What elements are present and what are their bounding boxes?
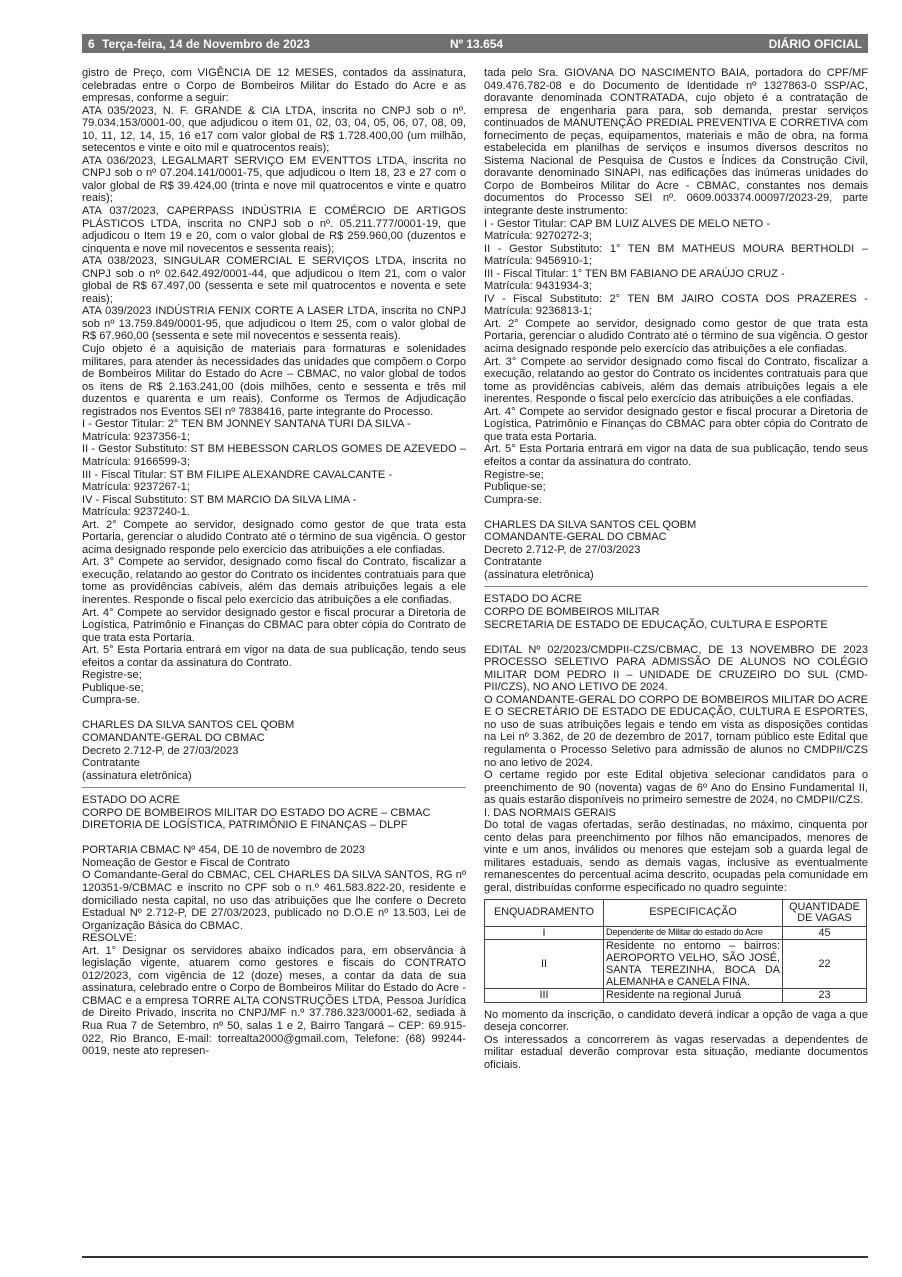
table-row xyxy=(485,926,867,940)
issue-date: Terça-feira, 14 de Novembro de 2023 xyxy=(102,37,310,51)
signature-note: (assinatura eletrônica) xyxy=(82,769,192,782)
signature-name: CHARLES DA SILVA SANTOS CEL QOBM xyxy=(82,719,295,732)
section-heading: ESTADO DO ACRE xyxy=(484,593,582,606)
article: Art. 4° Compete ao servidor designado gestor e fiscal procurar a Diretoria de Logística, Patrimônio e Finanças do CBMAC para obter cópia do Contrato de que trata esta Portaria. xyxy=(484,405,868,443)
article: Art. 4° Compete ao servidor designado gestor e fiscal procurar a Diretoria de Logística, Patrimônio e Finanças do CBMAC para obter cópia do Contrato de que trata esta Portaria. xyxy=(82,606,466,644)
table-header: QUANTIDADE DE VAGAS xyxy=(783,899,867,926)
page-number: 6 xyxy=(88,37,95,51)
article: Art. 2° Compete ao servidor, designado como gestor de que trata esta Portaria, gerenciar o aludido Contrato até o término de sua vigência. O gestor acima designado responde pelo exercício das atribuições a ele confiadas. xyxy=(82,518,466,556)
right-column xyxy=(484,67,868,1071)
table-cell: 45 xyxy=(783,926,867,940)
designation-line: I - Gestor Titular: 2° TEN BM JONNEY SANTANA TURI DA SILVA - xyxy=(82,418,411,431)
article: Art. 3° Compete ao servidor, designado como fiscal do Contrato, fiscalizar a execução, relatando ao gestor do Contrato os incidentes contratuais para que tome as providências cabíveis, além das demais atribuições legais a ele inerentes. Responde o fiscal pelo exercício das atribuições a ele confiadas. xyxy=(82,556,466,606)
section-divider xyxy=(484,586,868,587)
section-heading: CORPO DE BOMBEIROS MILITAR xyxy=(484,605,660,618)
designation-line: IV - Fiscal Substituto: ST BM MARCIO DA SILVA LIMA - xyxy=(82,493,357,506)
page-header-bar xyxy=(82,34,868,53)
closing-line: Publique-se; xyxy=(82,681,144,694)
closing-line: Registre-se; xyxy=(82,669,142,682)
table-row xyxy=(485,989,867,1003)
signature-note: (assinatura eletrônica) xyxy=(484,568,594,581)
table-cell: III xyxy=(485,989,604,1003)
designation-line: Matrícula: 9270272-3; xyxy=(484,230,592,243)
signature-role: COMANDANTE-GERAL DO CBMAC xyxy=(484,531,667,544)
article: Art. 3° Compete ao servidor designado como fiscal do Contrato, fiscalizar a execução, relatando ao gestor do Contrato os incidentes contratuais para que tome as providências cabíveis, além das demais atribuições legais a ele inerentes. Responde o fiscal pelo exercício das atribuições a ele confiadas. xyxy=(484,355,868,406)
signature-role: COMANDANTE-GERAL DO CBMAC xyxy=(82,731,265,744)
paragraph: tada pelo Sra. GIOVANA DO NASCIMENTO BAIA, portadora do CPF/MF 049.476.782-08 e do Documento de Identidade nº 1327863-0 SSP/AC, doravante denominada CONTRATADA, cujo objeto é a contratação de empresa de engenharia para para, sob demanda, prestar serviços continuados de MANUTENÇÃO PREDIAL PREVENTIVA E CORRETIVA com fornecimento de peças, equipamentos, materiais e mão de obra, na forma estabelecida em planilhas de serviços e insumos diversos descritos no Sistema Nacional de Pesquisa de Custos e Índices da Construção Civil, doravante denominado SINAPI, nas edificações das inúmeras unidades do Corpo de Bombeiros Militar do Acre - CBMAC, constantes nos demais documentos do Processo SEI nº. 0609.003374.00097/2023-29, parte integrante deste instrumento: xyxy=(484,67,868,218)
section-heading: I. DAS NORMAIS GERAIS xyxy=(484,806,616,819)
closing-line: Publique-se; xyxy=(484,481,546,494)
ordinance-subject: Nomeação de Gestor e Fiscal de Contrato xyxy=(82,856,290,869)
paragraph: ATA 039/2023 INDÚSTRIA FENIX CORTE A LASER LTDA, inscrita no CNPJ sob nº 13.759.849/0001-95, que adjudicou o Item 25, com o valor global de R$ 67.960,00 (sessenta e sete mil novecentos e sessenta reais). xyxy=(82,305,466,343)
left-column xyxy=(82,67,466,1058)
paragraph: ATA 035/2023, N. F. GRANDE & CIA LTDA, inscrita no CNPJ sob o nº. 79.034.153/0001-00, que adjudicou o item 01, 02, 03, 04, 05, 06, 07, 08, 09, 10, 11, 12, 14, 15, 16 e17 com valor global de R$ 1.728.400,00 (um milhão, setecentos e vinte e oito mil e quatrocentos reais); xyxy=(82,104,466,155)
signature-decree: Decreto 2.712-P, de 27/03/2023 xyxy=(484,543,641,556)
signature-decree: Decreto 2.712-P, de 27/03/2023 xyxy=(82,744,239,757)
designation-line: Matrícula: 9237267-1; xyxy=(82,481,190,494)
paragraph: ATA 036/2023, LEGALMART SERVIÇO EM EVENTTOS LTDA, inscrita no CNPJ sob o nº 07.204.141/0001-75, que adjudicou o Item 18, 23 e 27 com o valor global de R$ 39.424,00 (trinta e nove mil quatrocentos e vinte e quatro reais); xyxy=(82,154,466,205)
article: Art. 5° Esta Portaria entrará em vigor na data de sua publicação, tendo seus efeitos a contar da assinatura do Contrato. xyxy=(82,644,466,669)
designation-line: Matrícula: 9237240-1. xyxy=(82,506,190,519)
paragraph: Cujo objeto é a aquisição de materiais para formaturas e solenidades militares, para atender às necessidades das unidades que compõem o Corpo de Bombeiros Militar do Estado do Acre – CBMAC, no valor global de todos os itens de R$ 2.163.241,00 (dois milhões, cento e sessenta e três mil duzentos e quarenta e um reais). Conforme os Termos de Adjudicação registrados nos Eventos SEI nº 7838416, parte integrante do Processo. xyxy=(82,343,466,418)
designation-line: Matrícula: 9237356-1; xyxy=(82,430,190,443)
table-header-row xyxy=(485,899,867,926)
footer-rule xyxy=(82,1256,868,1258)
table-cell: Residente no entorno – bairros: AEROPORTO VELHO, SÃO JOSÉ, SANTA TEREZINHA, BOCA DA ALEMANHA e CANELA FINA. xyxy=(604,940,783,989)
edital-title: EDITAL Nº 02/2023/CMDPII-CZS/CBMAC, DE 13 NOVEMBRO DE 2023 PROCESSO SELETIVO PARA ADMISSÃO DE ALUNOS NO COLÉGIO MILITAR DOM PEDRO II – UNIDADE DE CRUZEIRO DO SUL (CMD-PII/CZS), NO ANO LETIVO DE 2024. xyxy=(484,643,868,694)
publication-name: DIÁRIO OFICIAL xyxy=(768,37,862,51)
table-header: ESPECIFICAÇÃO xyxy=(604,899,783,926)
paragraph: O certame regido por este Edital objetiva selecionar candidatos para o preenchimento de 90 (noventa) vagas de 6º Ano do Ensino Fundamental II, as quais estarão disponíveis no primeiro semestre de 2024, no CMDPII/CZS. xyxy=(484,769,868,807)
signature-name: CHARLES DA SILVA SANTOS CEL QOBM xyxy=(484,518,697,531)
vacancy-table xyxy=(484,899,867,1003)
paragraph: O Comandante-Geral do CBMAC, CEL CHARLES DA SILVA SANTOS, RG nº 120351-9/CBMAC e inscrito no CPF sob o n.º 461.583.822-20, residente e domiciliado nesta capital, no uso das atribuições que lhe confere o Decreto Estadual Nº 2.712-P, DE 27/03/2023, publicado no D.O.E nº 13.503, Lei de Organização Básica do CBMAC. xyxy=(82,869,466,932)
table-cell: 23 xyxy=(783,989,867,1003)
table-cell: II xyxy=(485,940,604,989)
table-cell: 22 xyxy=(783,940,867,989)
designation-line: Matrícula: 9431934-3; xyxy=(484,280,592,293)
resolve-label: RESOLVE: xyxy=(82,932,137,945)
section-heading: ESTADO DO ACRE xyxy=(82,794,180,807)
paragraph: gistro de Preço, com VIGÊNCIA DE 12 MESES, contados da assinatura, celebradas entre o Corpo de Bombeiros Militar do Estado do Acre e as empresas, conforme a seguir: xyxy=(82,67,466,105)
signature-party: Contratante xyxy=(82,757,140,770)
article: Art. 1° Designar os servidores abaixo indicados para, em observância à legislação vigente, atuarem como gestores e fiscais do CONTRATO 012/2023, com vigência de 12 (doze) meses, a contar da data de sua assinatura, celebrado entre o Corpo de Bombeiros Militar do Estado do Acre - CBMAC e a empresa TORRE ALTA CONSTRUÇÕES LTDA, Pessoa Jurídica de Direito Privado, inscrita no CNPJ/MF n.º 37.786.323/0001-62, sediada à Rua Rua 7 de Setembro, nº 50, salas 1 e 2, Bairro Tangará – CEP: 69.915-022, Rio Branco, E-mail: torrealta2000@gmail.com, Telefone: (68) 99244-0019, neste ato represen- xyxy=(82,944,466,1058)
closing-line: Cumpra-se. xyxy=(484,493,542,506)
table-header: ENQUADRAMENTO xyxy=(485,899,604,926)
paragraph: ATA 037/2023, CAPERPASS INDÚSTRIA E COMÉRCIO DE ARTIGOS PLÁSTICOS LTDA, inscrita no CNPJ sob o nº. 05.211.777/0001-19, que adjudicou o Item 19 e 20, com o valor global de R$ 259.960,00 (duzentos e cinquenta e nove mil novecentos e sessenta reais); xyxy=(82,205,466,255)
ordinance-title: PORTARIA CBMAC Nº 454, DE 10 de novembro de 2023 xyxy=(82,844,365,857)
section-heading: SECRETARIA DE ESTADO DE EDUCAÇÃO, CULTURA E ESPORTE xyxy=(484,618,828,631)
closing-line: Registre-se; xyxy=(484,468,544,481)
section-divider xyxy=(82,787,466,788)
signature-party: Contratante xyxy=(484,556,542,569)
paragraph: No momento da inscrição, o candidato deverá indicar a opção de vaga a que deseja concorrer. xyxy=(484,1008,868,1034)
article: Art. 5° Esta Portaria entrará em vigor na data de sua publicação, tendo seus efeitos a contar da assinatura do contrato. xyxy=(484,443,868,468)
paragraph: Do total de vagas ofertadas, serão destinadas, no máximo, cinquenta por cento delas para preenchimento por filhos não emancipados, menores de vinte e um anos, inválidos ou menores que estejam sob a guarda legal de militares estaduais, sendo as demais vagas, inclusive as eventualmente remanescentes do percentual acima descrito, ocupadas pela comunidade em geral, distribuídas conforme especificado no quadro seguinte: xyxy=(484,819,868,894)
designation-line: II - Gestor Substituto: 1° TEN BM MATHEUS MOURA BERTHOLDI – Matrícula: 9456910-1; xyxy=(484,242,868,268)
designation-line: III - Fiscal Titular: ST BM FILIPE ALEXANDRE CAVALCANTE - xyxy=(82,468,393,481)
designation-line: III - Fiscal Titular: 1° TEN BM FABIANO DE ARAÚJO CRUZ - xyxy=(484,267,785,280)
table-row xyxy=(485,940,867,989)
issue-number: Nº 13.654 xyxy=(450,37,504,51)
article: Art. 2° Compete ao servidor, designado como gestor de que trata esta Portaria, gerenciar o aludido Contrato até o término de sua vigência. O gestor acima designado responde pelo exercício das atribuições a ele confiadas. xyxy=(484,317,868,356)
designation-line: I - Gestor Titular: CAP BM LUIZ ALVES DE MELO NETO - xyxy=(484,217,771,230)
paragraph: ATA 038/2023, SINGULAR COMERCIAL E SERVIÇOS LTDA, inscrita no CNPJ sob o nº 02.642.492/0001-44, que adjudicou o Item 21, com o valor global de R$ 67.497,00 (sessenta e sete mil quatrocentos e noventa e sete reais); xyxy=(82,255,466,305)
table-cell: Dependente de Militar do estado do Acre xyxy=(604,926,783,940)
designation-line: IV - Fiscal Substituto: 2° TEN BM JAIRO COSTA DOS PRAZERES - Matrícula: 9236813-1; xyxy=(484,292,868,318)
paragraph: Os interessados a concorrerem às vagas reservadas a dependentes de militar estadual deverão comprovar esta situação, mediante documentos oficiais. xyxy=(484,1033,868,1071)
designation-line: II - Gestor Substituto: ST BM HEBESSON CARLOS GOMES DE AZEVEDO – Matrícula: 9166599-3; xyxy=(82,443,466,468)
table-cell: I xyxy=(485,926,604,940)
section-heading: CORPO DE BOMBEIROS MILITAR DO ESTADO DO ACRE – CBMAC xyxy=(82,806,431,819)
closing-line: Cumpra-se. xyxy=(82,694,140,707)
paragraph: O COMANDANTE-GERAL DO CORPO DE BOMBEIROS MILITAR DO ACRE E O SECRETÁRIO DE ESTADO DE EDUCAÇÃO, CULTURA E ESPORTES, no uso de suas atribuições legais e tendo em vista as disposições contidas na Lei nº 3.362, de 20 de dezembro de 2017, tornam público este Edital que regulamenta o Processo Seletivo para admissão de alunos no CMDPII/CZS no ano letivo de 2024. xyxy=(484,693,868,769)
section-heading: DIRETORIA DE LOGÍSTICA, PATRIMÔNIO E FINANÇAS – DLPF xyxy=(82,819,408,832)
table-cell: Residente na regional Juruá xyxy=(604,989,783,1003)
